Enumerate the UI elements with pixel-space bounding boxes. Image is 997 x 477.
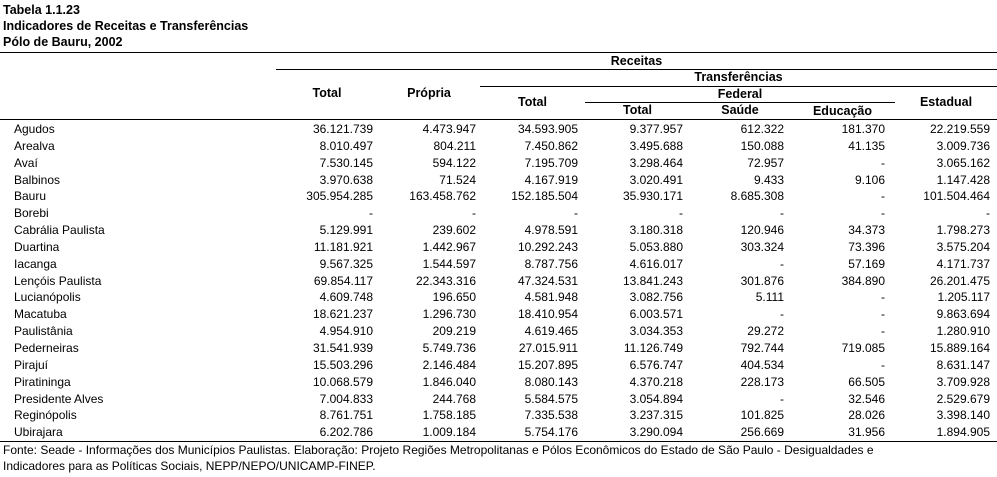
- cell-transf-total: 4.978.591: [524, 223, 578, 238]
- header-transf-total: Total: [518, 95, 547, 109]
- cell-transf-total: 4.167.919: [524, 172, 578, 187]
- cell-estadual: 26.201.475: [929, 273, 990, 288]
- cell-educacao: 57.169: [848, 256, 885, 271]
- municipio-name: Pederneiras: [14, 340, 79, 355]
- municipio-name: Piratininga: [14, 374, 71, 389]
- cell-estadual: 15.889.164: [929, 340, 990, 355]
- cell-saude: 5.111: [755, 290, 784, 305]
- cell-total: 7.530.145: [319, 155, 373, 170]
- header-federal-total: Total: [623, 103, 652, 117]
- municipio-name: Reginópolis: [14, 408, 77, 423]
- table-row: [0, 289, 997, 306]
- cell-federal-total: 3.495.688: [629, 138, 683, 153]
- cell-educacao: -: [881, 357, 885, 372]
- cell-estadual: 4.171.737: [936, 256, 990, 271]
- table-region-year: Pólo de Bauru, 2002: [3, 35, 123, 49]
- table-row: [0, 340, 997, 357]
- cell-total: 8.761.751: [319, 408, 373, 423]
- cell-transf-total: 15.207.895: [517, 357, 578, 372]
- cell-saude: 150.088: [740, 138, 784, 153]
- header-propria: Própria: [407, 86, 451, 100]
- municipio-name: Lucianópolis: [14, 290, 81, 305]
- cell-propria: 71.524: [439, 172, 476, 187]
- cell-propria: 1.758.185: [422, 408, 476, 423]
- table-subject: Indicadores de Receitas e Transferências: [3, 19, 249, 33]
- cell-federal-total: 4.616.017: [629, 256, 683, 271]
- cell-educacao: 34.373: [848, 223, 885, 238]
- table-row: [0, 138, 997, 155]
- cell-transf-total: 27.015.911: [518, 340, 578, 355]
- cell-estadual: 3.575.204: [936, 239, 990, 254]
- cell-propria: 5.749.736: [422, 340, 476, 355]
- cell-saude: 228.173: [740, 374, 784, 389]
- cell-total: -: [369, 206, 373, 221]
- cell-total: 8.010.497: [319, 138, 373, 153]
- cell-federal-total: 3.237.315: [629, 408, 683, 423]
- cell-federal-total: 5.053.880: [629, 239, 683, 254]
- cell-transf-total: 5.584.575: [524, 391, 578, 406]
- table-row: [0, 222, 997, 239]
- cell-estadual: -: [986, 206, 990, 221]
- cell-educacao: -: [881, 290, 885, 305]
- header-transferencias: Transferências: [694, 70, 783, 84]
- cell-transf-total: 7.335.538: [524, 408, 578, 423]
- municipio-name: Balbinos: [14, 172, 61, 187]
- cell-saude: 72.957: [747, 155, 784, 170]
- cell-saude: 404.534: [740, 357, 784, 372]
- municipio-name: Borebi: [14, 206, 49, 221]
- cell-estadual: 1.798.273: [936, 223, 990, 238]
- cell-total: 18.621.237: [312, 307, 373, 322]
- table-row: [0, 323, 997, 340]
- cell-propria: 804.211: [433, 138, 476, 153]
- cell-transf-total: 34.593.905: [517, 122, 578, 136]
- table-row: [0, 424, 997, 441]
- cell-educacao: 41.135: [848, 138, 885, 153]
- cell-educacao: 384.890: [841, 273, 885, 288]
- cell-propria: 594.122: [432, 155, 476, 170]
- table-body: [0, 121, 997, 441]
- cell-propria: 2.146.484: [422, 357, 476, 372]
- cell-propria: 163.458.762: [409, 189, 476, 204]
- cell-saude: 29.272: [747, 324, 784, 339]
- source-line: Indicadores para as Políticas Sociais, NEPP/NEPO/UNICAMP-FINEP.: [3, 459, 376, 473]
- cell-total: 5.129.991: [319, 223, 373, 238]
- municipio-name: Lençóis Paulista: [14, 273, 102, 288]
- table-row: [0, 273, 997, 290]
- cell-federal-total: 3.054.894: [629, 391, 683, 406]
- cell-federal-total: 13.841.243: [622, 273, 683, 288]
- cell-transf-total: 18.410.954: [517, 307, 578, 322]
- header-educacao: Educação: [812, 104, 873, 118]
- cell-federal-total: -: [679, 206, 683, 221]
- cell-estadual: 3.709.928: [936, 374, 990, 389]
- municipio-name: Bauru: [14, 189, 47, 204]
- cell-estadual: 1.894.905: [936, 425, 990, 440]
- cell-total: 305.954.285: [306, 189, 373, 204]
- cell-estadual: 1.280.910: [936, 324, 990, 339]
- cell-educacao: 181.370: [841, 122, 885, 136]
- municipio-name: Paulistânia: [14, 324, 73, 339]
- cell-saude: -: [780, 391, 784, 406]
- cell-propria: 1.009.184: [422, 425, 476, 440]
- cell-federal-total: 4.370.218: [629, 374, 683, 389]
- cell-federal-total: 6.003.571: [629, 307, 683, 322]
- cell-propria: 196.650: [432, 290, 476, 305]
- cell-transf-total: 4.619.465: [524, 324, 578, 339]
- cell-educacao: -: [881, 189, 885, 204]
- source-note: [3, 442, 993, 474]
- cell-transf-total: 4.581.948: [524, 290, 578, 305]
- municipio-name: Macatuba: [14, 307, 67, 322]
- cell-educacao: 9.106: [854, 172, 885, 187]
- header-total: Total: [312, 86, 342, 100]
- cell-saude: 8.685.308: [730, 189, 784, 204]
- cell-total: 4.609.748: [319, 290, 373, 305]
- municipio-name: Avaí: [14, 155, 38, 170]
- cell-transf-total: 7.195.709: [524, 155, 578, 170]
- table-row: [0, 172, 997, 189]
- cell-federal-total: 6.576.747: [629, 357, 683, 372]
- cell-total: 69.854.117: [313, 273, 373, 288]
- table-row: [0, 239, 997, 256]
- cell-estadual: 2.529.679: [936, 391, 990, 406]
- municipio-name: Presidente Alves: [14, 391, 104, 406]
- municipio-name: Iacanga: [14, 256, 57, 271]
- cell-saude: 120.946: [740, 223, 784, 238]
- header-saude: Saúde: [721, 103, 759, 117]
- cell-propria: 1.296.730: [422, 307, 476, 322]
- table-row: [0, 357, 997, 374]
- cell-estadual: 8.631.147: [936, 357, 990, 372]
- cell-educacao: -: [881, 206, 885, 221]
- cell-total: 31.541.939: [312, 340, 373, 355]
- cell-educacao: 66.505: [848, 374, 885, 389]
- cell-total: 9.567.325: [319, 256, 373, 271]
- cell-educacao: 32.546: [848, 391, 885, 406]
- cell-saude: -: [780, 307, 784, 322]
- cell-saude: 256.669: [740, 425, 784, 440]
- cell-propria: 239.602: [432, 223, 476, 238]
- table-row: [0, 306, 997, 323]
- cell-educacao: -: [881, 307, 885, 322]
- cell-federal-total: 3.034.353: [629, 324, 683, 339]
- cell-propria: 4.473.947: [422, 122, 476, 136]
- cell-federal-total: 3.298.464: [629, 155, 683, 170]
- cell-transf-total: 47.324.531: [517, 273, 578, 288]
- table-row: [0, 407, 997, 424]
- header-receitas: Receitas: [610, 54, 663, 68]
- cell-propria: 1.544.597: [422, 256, 476, 271]
- table-number: Tabela 1.1.23: [3, 3, 80, 17]
- cell-total: 6.202.786: [319, 425, 373, 440]
- cell-estadual: 101.504.464: [923, 189, 990, 204]
- municipio-name: Ubirajara: [14, 425, 63, 440]
- cell-educacao: 31.956: [848, 425, 885, 440]
- source-line: Fonte: Seade - Informações dos Municípios Paulistas. Elaboração: Projeto Regiões Metropolitanas e Pólos Econômicos do Estado de São Paulo - Desigualdades e: [3, 443, 874, 457]
- cell-estadual: 3.009.736: [936, 138, 990, 153]
- cell-transf-total: 5.754.176: [524, 425, 578, 440]
- header-bottom-rule: [0, 119, 997, 120]
- cell-total: 7.004.833: [319, 391, 373, 406]
- cell-propria: -: [472, 206, 476, 221]
- municipio-name: Agudos: [14, 122, 55, 136]
- header-federal: Federal: [717, 87, 763, 101]
- cell-transf-total: 8.787.756: [524, 256, 578, 271]
- table-row: [0, 256, 997, 273]
- table-row: [0, 374, 997, 391]
- cell-saude: -: [780, 206, 784, 221]
- table-row: [0, 121, 997, 138]
- cell-federal-total: 3.290.094: [629, 425, 683, 440]
- cell-propria: 244.768: [432, 391, 476, 406]
- table-row: [0, 188, 997, 205]
- cell-transf-total: 10.292.243: [517, 239, 578, 254]
- cell-total: 10.068.579: [312, 374, 373, 389]
- cell-educacao: -: [881, 155, 885, 170]
- cell-propria: 1.846.040: [422, 374, 476, 389]
- top-rule: [0, 52, 997, 53]
- cell-total: 4.954.910: [319, 324, 373, 339]
- cell-transf-total: 152.185.504: [511, 189, 578, 204]
- municipio-name: Pirajuí: [14, 357, 49, 372]
- cell-educacao: 28.026: [848, 408, 885, 423]
- municipio-name: Cabrália Paulista: [14, 223, 105, 238]
- cell-saude: 303.324: [740, 239, 784, 254]
- cell-total: 11.181.921: [313, 239, 373, 254]
- cell-estadual: 3.065.162: [936, 155, 990, 170]
- cell-transf-total: -: [574, 206, 578, 221]
- cell-transf-total: 7.450.862: [524, 138, 578, 153]
- cell-educacao: 73.396: [848, 239, 885, 254]
- cell-total: 15.503.296: [312, 357, 373, 372]
- cell-propria: 1.442.967: [422, 239, 476, 254]
- cell-propria: 209.219: [432, 324, 476, 339]
- cell-federal-total: 11.126.749: [623, 340, 683, 355]
- cell-saude: 9.433: [753, 172, 784, 187]
- cell-federal-total: 3.020.491: [629, 172, 683, 187]
- cell-estadual: 1.205.117: [937, 290, 990, 305]
- header-estadual: Estadual: [919, 95, 973, 109]
- cell-total: 3.970.638: [319, 172, 373, 187]
- table-row: [0, 391, 997, 408]
- cell-saude: 792.744: [740, 340, 784, 355]
- table-row: [0, 155, 997, 172]
- municipio-name: Arealva: [14, 138, 55, 153]
- cell-saude: 301.876: [740, 273, 784, 288]
- cell-federal-total: 3.180.318: [629, 223, 683, 238]
- cell-propria: 22.343.316: [415, 273, 476, 288]
- cell-saude: 612.322: [740, 122, 784, 136]
- cell-educacao: 719.085: [841, 340, 885, 355]
- cell-educacao: -: [881, 324, 885, 339]
- cell-saude: -: [780, 256, 784, 271]
- cell-estadual: 3.398.140: [936, 408, 990, 423]
- cell-federal-total: 35.930.171: [622, 189, 683, 204]
- cell-transf-total: 8.080.143: [524, 374, 578, 389]
- table-row: [0, 205, 997, 222]
- cell-estadual: 22.219.559: [929, 122, 990, 136]
- cell-federal-total: 3.082.756: [629, 290, 683, 305]
- cell-saude: 101.825: [740, 408, 784, 423]
- cell-total: 36.121.739: [312, 122, 373, 136]
- cell-federal-total: 9.377.957: [629, 122, 683, 136]
- municipio-name: Duartina: [14, 239, 60, 254]
- cell-estadual: 1.147.428: [936, 172, 990, 187]
- cell-estadual: 9.863.694: [936, 307, 990, 322]
